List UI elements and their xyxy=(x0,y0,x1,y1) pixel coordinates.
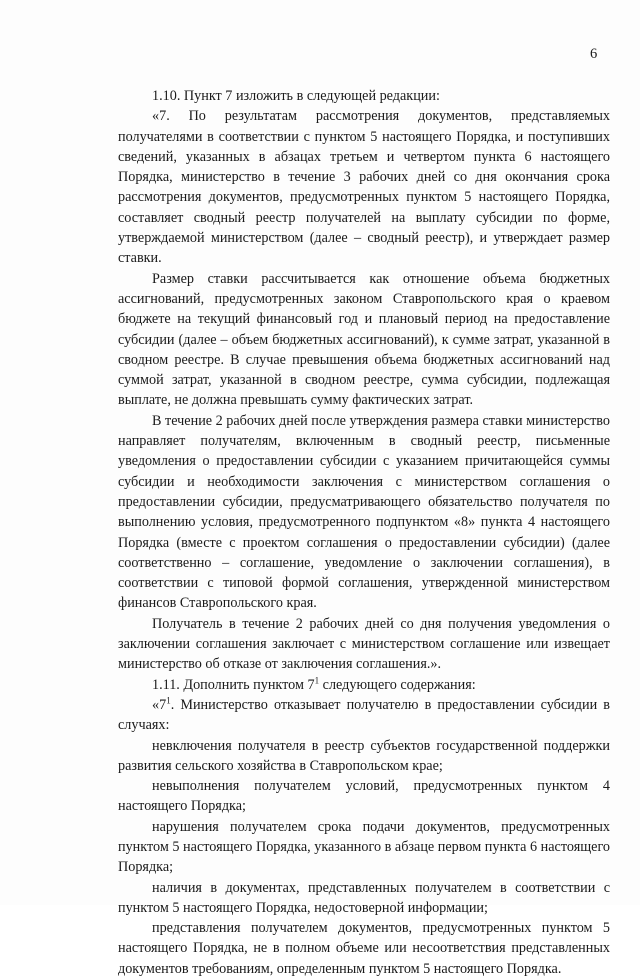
paragraph-item-7-1-tail: . Министерство отказывает получателю в предоставлении субсидии в случаях: xyxy=(118,696,610,734)
paragraph-1-11 xyxy=(118,675,610,695)
refusal-case-3: нарушения получателем срока подачи документов, предусмотренных пунктом 5 настоящего Порядка, указанного в абзаце первом пункта 6 настоящего Порядка; xyxy=(118,818,610,876)
paragraph-rate-calculation: Размер ставки рассчитывается как отношение объема бюджетных ассигнований, предусмотренных законом Ставропольского края о краевом бюджете на текущий финансовый год и плановый период на предоставление субсидии (далее – объем бюджетных ассигнований), к сумме затрат, указанной в сводном реестре. В случае превышения объема бюджетных ассигнований над суммой затрат, указанной в сводном реестре, сумма субсидии, подлежащая выплате, не должна превышать сумму фактических затрат. xyxy=(118,270,610,409)
paragraph-item-7: «7. По результатам рассмотрения документов, представляемых получателями в соответствии с пунктом 5 настоящего Порядка, и поступивших сведений, указанных в абзацах третьем и четвертом пункта 6 настоящего Порядка, министерство в течение 3 рабочих дней со дня окончания срока рассмотрения документов, предусмотренных пунктом 5 настоящего Порядка, составляет сводный реестр получателей на выплату субсидии по форме, утверждаемой министерством (далее – сводный реестр), и утверждает размер ставки. xyxy=(118,108,610,267)
paragraph-agreement: Получатель в течение 2 рабочих дней со дня получения уведомления о заключении соглашения заключает с министерством соглашение или извещает министерство об отказе от заключения соглашения.». xyxy=(118,615,610,673)
refusal-case-5: представления получателем документов, предусмотренных пунктом 5 настоящего Порядка, не в полном объеме или несоответствия представленных документов требованиям, определенным пунктом 5 настоящего Порядка. xyxy=(118,920,610,977)
paragraph-1-11-superscript: 1 xyxy=(314,674,320,685)
paragraph-notification: В течение 2 рабочих дней после утверждения размера ставки министерство направляет получателям, включенным в сводный реестр, письменные уведомления о предоставлении субсидии с указанием причитающейся суммы субсидии и необходимости заключения с министерством соглашения о предоставлении субсидии, предусматривающего обязательство получателя по выполнению условия, предусмотренного подпунктом «8» пункта 4 настоящего Порядка (вместе с проектом соглашения о предоставлении субсидии) (далее соответственно – соглашение, уведомление о заключении соглашения), в соответствии с типовой формой соглашения, утвержденной министерством финансов Ставропольского края. xyxy=(118,412,610,612)
paragraph-item-7-1 xyxy=(118,695,610,736)
paragraph-1-11-text: 1.11. Дополнить пунктом 7 xyxy=(152,676,315,693)
refusal-case-2: невыполнения получателем условий, предусмотренных пунктом 4 настоящего Порядка; xyxy=(118,778,610,815)
paragraph-1-11-tail: следующего содержания: xyxy=(319,676,476,693)
paragraph-item-7-1-text: «7 xyxy=(152,696,167,713)
refusal-case-4: наличия в документах, представленных получателем в соответствии с пунктом 5 настоящего Порядка, недостоверной информации; xyxy=(118,879,610,916)
page-number: 6 xyxy=(590,46,598,62)
paragraph-1-10: 1.10. Пункт 7 изложить в следующей редакции: xyxy=(152,88,440,104)
paragraph-item-7-1-superscript: 1 xyxy=(166,695,171,706)
document-body xyxy=(118,86,610,979)
refusal-case-1: невключения получателя в реестр субъектов государственной поддержки развития сельского хозяйства в Ставропольском крае; xyxy=(118,737,610,774)
